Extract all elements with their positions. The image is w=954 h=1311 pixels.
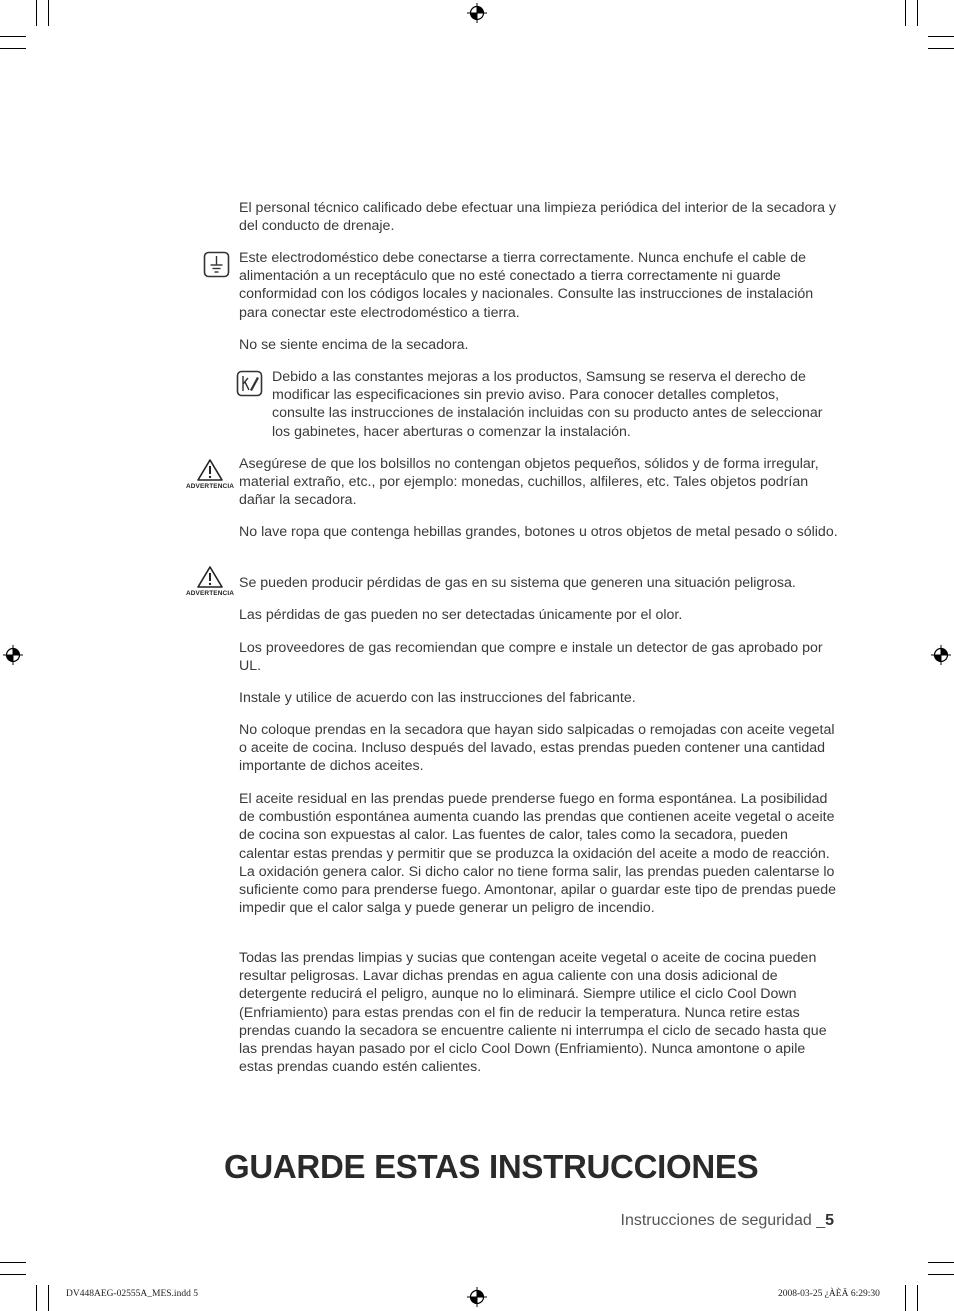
crop-mark bbox=[928, 36, 954, 37]
warning-label: ADVERTENCIA bbox=[185, 590, 235, 597]
ground-icon bbox=[203, 251, 230, 278]
crop-mark bbox=[928, 1262, 954, 1263]
crop-mark bbox=[928, 1274, 954, 1275]
registration-mark-icon bbox=[3, 645, 23, 665]
crop-mark bbox=[0, 36, 26, 37]
crop-mark bbox=[905, 1285, 906, 1311]
paragraph-oil-garments: No coloque prendas en la secadora que hayan sido salpicadas o remojadas con aceite vegetal o aceite de cocina. Incluso después del lavado, estas prendas pueden contener una cantidad importante de dichos aceites. bbox=[239, 722, 835, 775]
paragraph-residual-oil: El aceite residual en las prendas puede prenderse fuego en forma espontánea. La posibilidad de combustión espontánea aumenta cuando las prendas que contienen aceite vegetal o aceite de cocina son expuestas al calor. Las fuentes de calor, tales como la secadora, pueden calentar estas prendas y permitir que se produzca la oxidación del aceite a modo de reacción. La oxidación genera calor. Si dicho calor no tiene forma salir, las prendas pueden calentarse lo suficiente como para prenderse fuego. Amontonar, apilar o guardar este tipo de prendas puede impedir que el calor salga y puede generar un peligro de incendio. bbox=[239, 791, 837, 917]
crop-mark bbox=[0, 1274, 26, 1275]
paragraph-gas-odor: Las pérdidas de gas pueden no ser detectadas únicamente por el olor. bbox=[239, 607, 683, 623]
paragraph-clean-dirty: Todas las prendas limpias y sucias que contengan aceite vegetal o aceite de cocina pueden resultar peligrosas. Lavar dichas prendas en agua caliente con una dosis adicional de detergente reducirá el peligro, aunque no lo eliminará. Siempre utilice el ciclo Cool Down (Enfriamiento) para estas prendas con el fin de reducir la temperatura. Nunca retire estas prendas cuando la secadora se encuentre caliente ni interrumpa el ciclo de secado hasta que las prendas hayan pasado por el ciclo Cool Down (Enfriamiento). Nunca amontone o apile estas prendas cuando estén calientes. bbox=[239, 950, 827, 1076]
paragraph-install: Instale y utilice de acuerdo con las instrucciones del fabricante. bbox=[239, 690, 636, 706]
paragraph-gas-leak: Se pueden producir pérdidas de gas en su sistema que generen una situación peligrosa. bbox=[239, 575, 796, 591]
paragraph-metal: No lave ropa que contenga hebillas grandes, botones u otros objetos de metal pesado o sólido. bbox=[239, 524, 838, 540]
paragraph-gas-detector: Los proveedores de gas recomiendan que compre e instale un detector de gas aprobado por UL. bbox=[239, 640, 823, 675]
crop-mark bbox=[917, 0, 918, 26]
paragraph-grounding: Este electrodoméstico debe conectarse a tierra correctamente. Nunca enchufe el cable de alimentación a un receptáculo que no esté conectado a tierra correctamente ni guarde conformidad con los códigos locales y nacionales. Consulte las instrucciones de instalación para conectar este electrodoméstico a tierra. bbox=[239, 250, 814, 321]
registration-mark-icon bbox=[467, 1287, 487, 1307]
paragraph-pockets: Asegúrese de que los bolsillos no contengan objetos pequeños, sólidos y de forma irregular, material extraño, etc., por ejemplo: monedas, cuchillos, alfileres, etc. Tales objetos podrían dañar la secadora. bbox=[239, 456, 819, 509]
crop-mark bbox=[917, 1285, 918, 1311]
note-icon bbox=[236, 370, 263, 397]
page-number: 5 bbox=[825, 1212, 834, 1229]
paragraph-cleaning: El personal técnico calificado debe efectuar una limpieza periódica del interior de la secadora y del conducto de drenaje. bbox=[239, 200, 837, 235]
warning-label: ADVERTENCIA bbox=[185, 483, 235, 490]
slug-file: DV448AEG-02555A_MES.indd 5 bbox=[66, 1289, 198, 1299]
footer-section-title: Instrucciones de seguridad _ bbox=[620, 1212, 826, 1229]
paragraph-no-sit: No se siente encima de la secadora. bbox=[239, 337, 469, 353]
crop-mark bbox=[48, 1285, 49, 1311]
warning-icon bbox=[196, 565, 224, 589]
crop-mark bbox=[0, 48, 26, 49]
crop-mark bbox=[36, 1285, 37, 1311]
registration-mark-icon bbox=[931, 645, 951, 665]
crop-mark bbox=[928, 48, 954, 49]
warning-icon bbox=[196, 458, 224, 482]
crop-mark bbox=[0, 1262, 26, 1263]
slug-date: 2008-03-25 ¿ÀÈÄ 6:29:30 bbox=[778, 1289, 880, 1299]
page-footer bbox=[621, 1212, 834, 1230]
page-heading: GUARDE ESTAS INSTRUCCIONES bbox=[224, 1148, 759, 1185]
crop-mark bbox=[905, 0, 906, 26]
crop-mark bbox=[36, 0, 37, 26]
registration-mark-icon bbox=[467, 3, 487, 23]
crop-mark bbox=[48, 0, 49, 26]
paragraph-note: Debido a las constantes mejoras a los productos, Samsung se reserva el derecho de modificar las especificaciones sin previo aviso. Para conocer detalles completos, consulte las instrucciones de instalación incluidas con su producto antes de seleccionar los gabinetes, hacer aberturas o comenzar la instalación. bbox=[272, 369, 823, 440]
